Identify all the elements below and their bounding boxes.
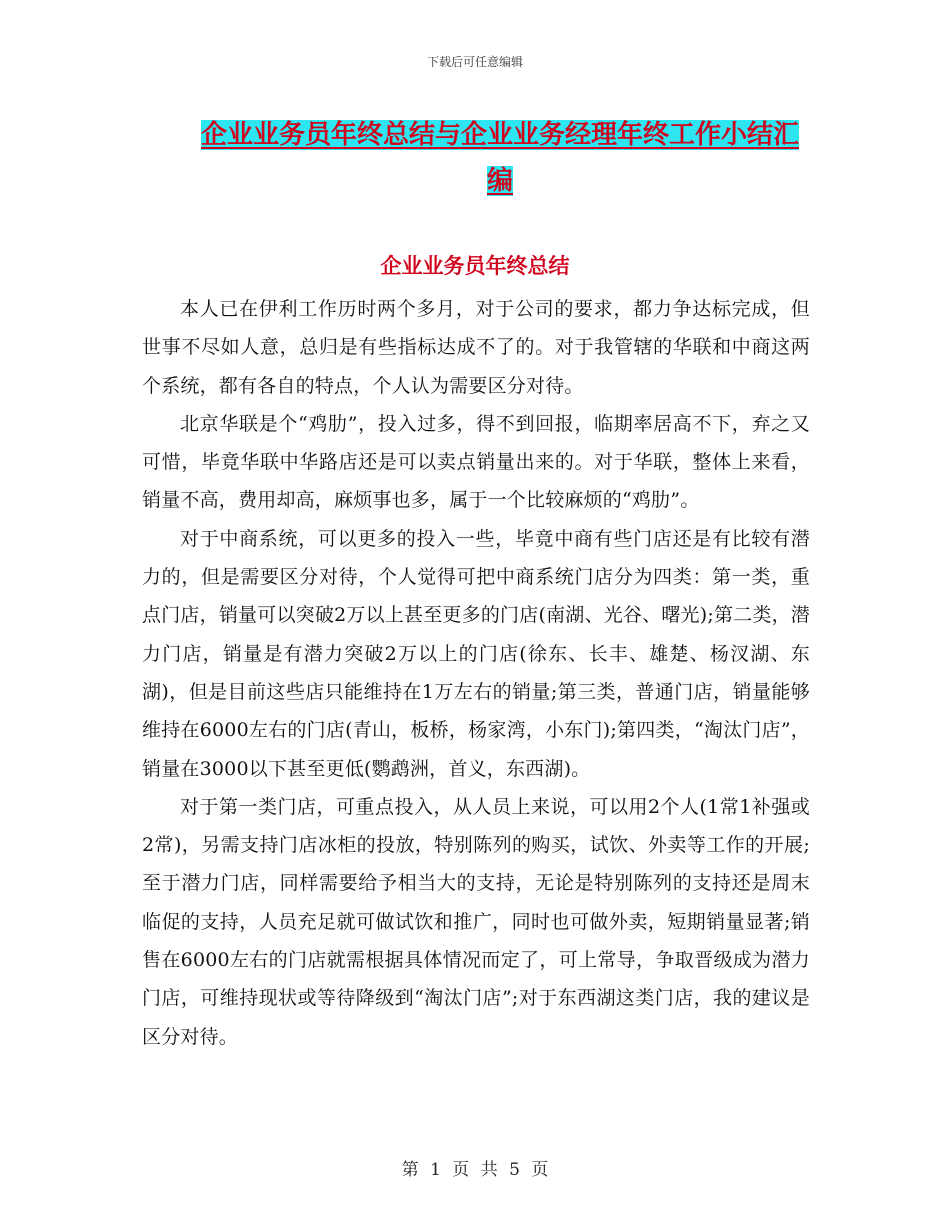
paragraph: 北京华联是个“鸡肋”，投入过多，得不到回报，临期率居高不下，弃之又可惜，毕竟华联中华路店还是可以卖点销量出来的。对于华联，整体上来看，销量不高，费用却高，麻烦事也多，属于一个比较麻烦的“鸡肋”。 xyxy=(142,412,810,512)
document-title xyxy=(195,112,805,204)
header-note: 下载后可任意编辑 xyxy=(426,55,523,69)
paragraph: 对于第一类门店，可重点投入，从人员上来说，可以用2个人(1常1补强或2常)，另需支持门店冰柜的投放，特别陈列的购买，试饮、外卖等工作的开展;至于潜力门店，同样需要给予相当大的支持，无论是特别陈列的支持还是周末临促的支持，人员充足就可做试饮和推广，同时也可做外卖，短期销量显著;销售在6000左右的门店就需根据具体情况而定了，可上常导，争取晋级成为潜力门店，可维持现状或等待降级到“淘汰门店”;对于东西湖这类门店，我的建议是区分对待。 xyxy=(142,795,810,1048)
document-body xyxy=(142,290,810,1056)
paragraph: 本人已在伊利工作历时两个多月，对于公司的要求，都力争达标完成，但世事不尽如人意，总归是有些指标达成不了的。对于我管辖的华联和中商这两个系统，都有各自的特点，个人认为需要区分对待。 xyxy=(142,298,810,397)
page-number-footer: 第 1 页 共 5 页 xyxy=(401,1160,549,1180)
paragraph: 对于中商系统，可以更多的投入一些，毕竟中商有些门店还是有比较有潜力的，但是需要区分对待，个人觉得可把中商系统门店分为四类：第一类，重点门店，销量可以突破2万以上甚至更多的门店(南湖、光谷、曙光);第二类，潜力门店，销量是有潜力突破2万以上的门店(徐东、长丰、雄楚、杨汊湖、东湖)，但是目前这些店只能维持在1万左右的销量;第三类，普通门店，销量能够维持在6000左右的门店(青山，板桥，杨家湾，小东门);第四类，“淘汰门店”，销量在3000以下甚至更低(鹦鹉洲，首义，东西湖)。 xyxy=(142,527,810,780)
section-title: 企业业务员年终总结 xyxy=(380,254,570,278)
document-title-text: 企业业务员年终总结与企业业务经理年终工作小结汇编 xyxy=(200,120,799,196)
